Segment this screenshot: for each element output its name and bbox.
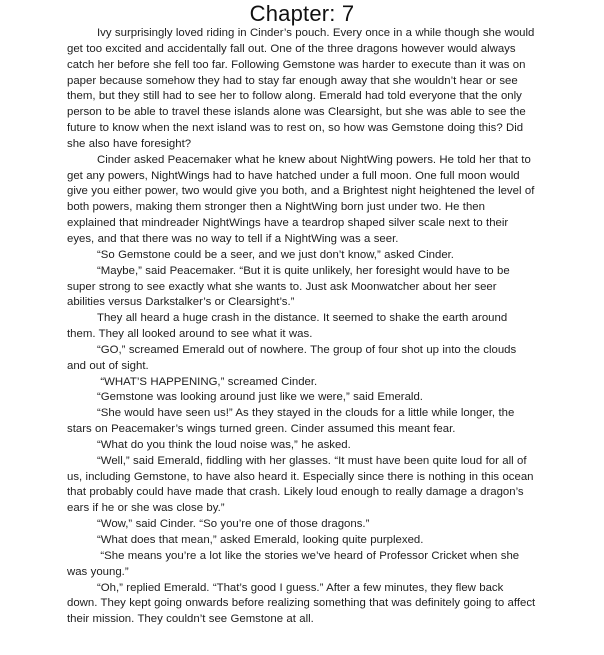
story-paragraph-2: Cinder asked Peacemaker what he knew about NightWing powers. He told her that to get any powers, NightWings had to have hatched under a full moon. One full moon would give you either power, two would give you both, and a Brightest night heightened the level of both powers, making them stronger then a NightWing born just under two. He then explained that mindreader NightWings have a teardrop shaped silver scale next to their eyes, and that there was no way to tell if a NightWing was a seer.	[67, 153, 535, 245]
story-paragraph-7: “WHAT’S HAPPENING,” screamed Cinder.	[97, 375, 318, 388]
story-paragraph-11: “Well,” said Emerald, fiddling with her glasses. “It must have been quite loud for all of us, including Gemstone, to have also heard it. Especially since there is nothing in this ocean that probably could have made that crash. Likely loud enough to really damage a dragon’s ears if he or she was close by.”	[67, 454, 534, 515]
story-paragraph-5: They all heard a huge crash in the distance. It seemed to shake the earth around them. They all looked around to see what it was.	[67, 312, 508, 341]
chapter-title: Chapter: 7	[249, 1, 355, 26]
story-paragraph-4: “Maybe,” said Peacemaker. “But it is quite unlikely, her foresight would have to be super strong to see exactly what she wants to. Just ask Moonwatcher about her seer abilities versus Darkstalker’s or Clearsight’s.”	[67, 264, 510, 309]
document-body	[67, 26, 537, 628]
story-paragraph-9: “She would have seen us!” As they stayed in the clouds for a little while longer, the stars on Peacemaker’s wings turned green. Cinder assumed this meant fear.	[67, 407, 515, 436]
story-paragraph-12: “Wow,” said Cinder. “So you’re one of those dragons.”	[97, 518, 370, 531]
story-paragraph-3: “So Gemstone could be a seer, and we just don’t know,” asked Cinder.	[97, 248, 454, 261]
story-paragraph-15: “Oh,” replied Emerald. “That’s good I guess.” After a few minutes, they flew back down. They kept going onwards before realizing something that was definitely going to affect their mission. They couldn’t see Gemstone at all.	[67, 581, 536, 626]
story-paragraph-14: “She means you’re a lot like the stories we’ve heard of Professor Cricket when she was young.”	[67, 549, 520, 578]
story-paragraph-1: Ivy surprisingly loved riding in Cinder’s pouch. Every once in a while though she would get too excited and accidentally fall out. One of the three dragons however would always catch her before she fell too far. Following Gemstone was harder to execute than it was on paper because somehow they had to stay far enough away that she wouldn’t hear or see them, but they still had to see her to follow along. Emerald had told everyone that the only person to be able to travel these islands alone was Clearsight, but she was able to see the future to know when the next island was to rest on, so how was Gemstone doing this? Did she also have foresight?	[67, 27, 535, 150]
story-paragraph-8: “Gemstone was looking around just like we were,” said Emerald.	[97, 391, 423, 404]
story-paragraph-13: “What does that mean,” asked Emerald, looking quite purplexed.	[97, 534, 424, 546]
story-paragraph-10: “What do you think the loud noise was,” he asked.	[97, 438, 351, 451]
story-paragraph-6: “GO,” screamed Emerald out of nowhere. The group of four shot up into the clouds and out of sight.	[67, 343, 517, 372]
